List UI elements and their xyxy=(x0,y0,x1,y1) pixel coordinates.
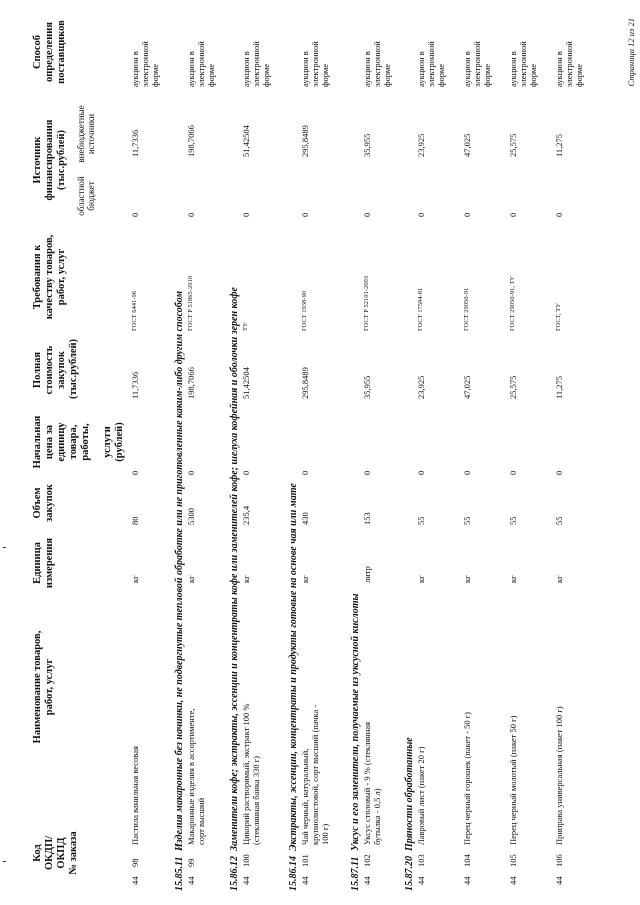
rotated-sheet: Код ОКДП/ ОКПД № заказа Наименование товаров, работ, услуг Единица измерения Объем закупок Начальная цена за единицу товара, работы, услуги (рублей) Полная стоимость закупок (тыс.рублей) Требования к качеству товаров, работ, услуг Источник финансирования (тыс.рублей) областной бюджет внебюджетные источники Способ определения поставщиков 44 98 Пастила ванильная весовая кг 80 0 11,7336 ГОСТ 6441-96 0 11,7336 аукцион в электронной форме 15.85.11Изделия макаронные без начинки, не подвергнутые тепловой обработке или не приготовленные каким-либо другим способом 44 99 Макаронные изделия в ассортименте, сорт высший кг 5300 0 198,7066 ГОСТ Р 51865-2010 0 198,7066 аукцион в электронной форме 15.86.12Заменители кофе; экстракты, эссенции и концентраты кофе или заменителей кофе; шелуха кофейная и оболочки зерен кофе 44 100 Цикорий растворимый, экстракт 100 % (стеклянная банка 330 г) кг 235,4 0 51,42504 ТУ 0 51,42504 аукцион в электронной форме 15.86.14Экстракты, эссенции, концентраты и продукты готовые на основе чая или мате 44 101 Чай черный, натуральный, крупнолистовой, сорт высший (пачка - 100 г) кг 430 0 295,8489 ГОСТ 1938-90 0 295,8489 аукцион в электронной форме 15.87.11Уксус и его заменители, получаемые из уксусной кислоты 44 102 Уксус столовый - 9 % (стеклянная бутылка - 0,5 л) литр 153 0 35,955 ГОСТ Р 52101-2003 0 35,955 аукцион в электронной форме 15.87.20Пряности обработанные 44 103 Лавровый лист (пакет 20 г) кг 55 0 23,925 ГОСТ 17594-81 0 23,925 аукцион в электронной форме 44 104 Перец черный горошек (пакет - 50 г) кг 55 0 47,025 ГОСТ 29050-91 0 47,025 аукцион в электронной форме 44 105 Перец черный молотый (пакет 50 г) кг 55 0 25,575 ГОСТ 29050-91, ТУ 0 25,575 аукцион в электронной форме 44 106 Приправа универсальная (пакет 100 г) кг 55 0 11,275 ГОСТ, ТУ 0 11,275 аукцион в электронной форме Страница 12 из 21 xyxy=(0,0,640,905)
section-header: 15.87.11Уксус и его заменители, получаемые из уксусной кислоты xyxy=(350,593,361,891)
header-code: Код ОКДП/ ОКПД № заказа xyxy=(32,831,79,875)
header-requirements: Требования к качеству товаров, работ, услуг xyxy=(32,234,67,320)
section-header: 15.86.14Экстракты, эссенции, концентраты и продукты готовые на основе чая или мате xyxy=(288,483,299,891)
header-source-regional: областной бюджет xyxy=(76,176,96,216)
section-header: 15.86.12Заменители кофе; экстракты, эссенции и концентраты кофе или заменителей кофе; шелуха кофейная и оболочки зерен кофе xyxy=(229,287,240,891)
header-source-extrabudget: внебюджетные источники xyxy=(76,105,96,163)
scan-mark xyxy=(3,547,6,548)
header-source: Источник финансирования (тыс.рублей) xyxy=(32,119,67,201)
header-price: Начальная цена за единицу товара, работы, услуги (рублей) xyxy=(32,415,125,469)
header-method: Способ определения поставщиков xyxy=(32,20,67,84)
page-number: Страница 12 из 21 xyxy=(626,18,636,87)
scan-mark xyxy=(3,861,6,862)
header-name: Наименование товаров, работ, услуг xyxy=(32,630,55,744)
section-header: 15.87.20Пряности обработанные xyxy=(404,737,415,891)
section-header: 15.85.11Изделия макаронные без начинки, не подвергнутые тепловой обработке или не приготовленные каким-либо другим способом xyxy=(174,290,185,891)
header-total: Полная стоимость закупок (тыс.рублей) xyxy=(32,338,79,399)
header-unit: Единица измерения xyxy=(32,537,55,589)
header-volume: Объем закупок xyxy=(32,484,55,522)
